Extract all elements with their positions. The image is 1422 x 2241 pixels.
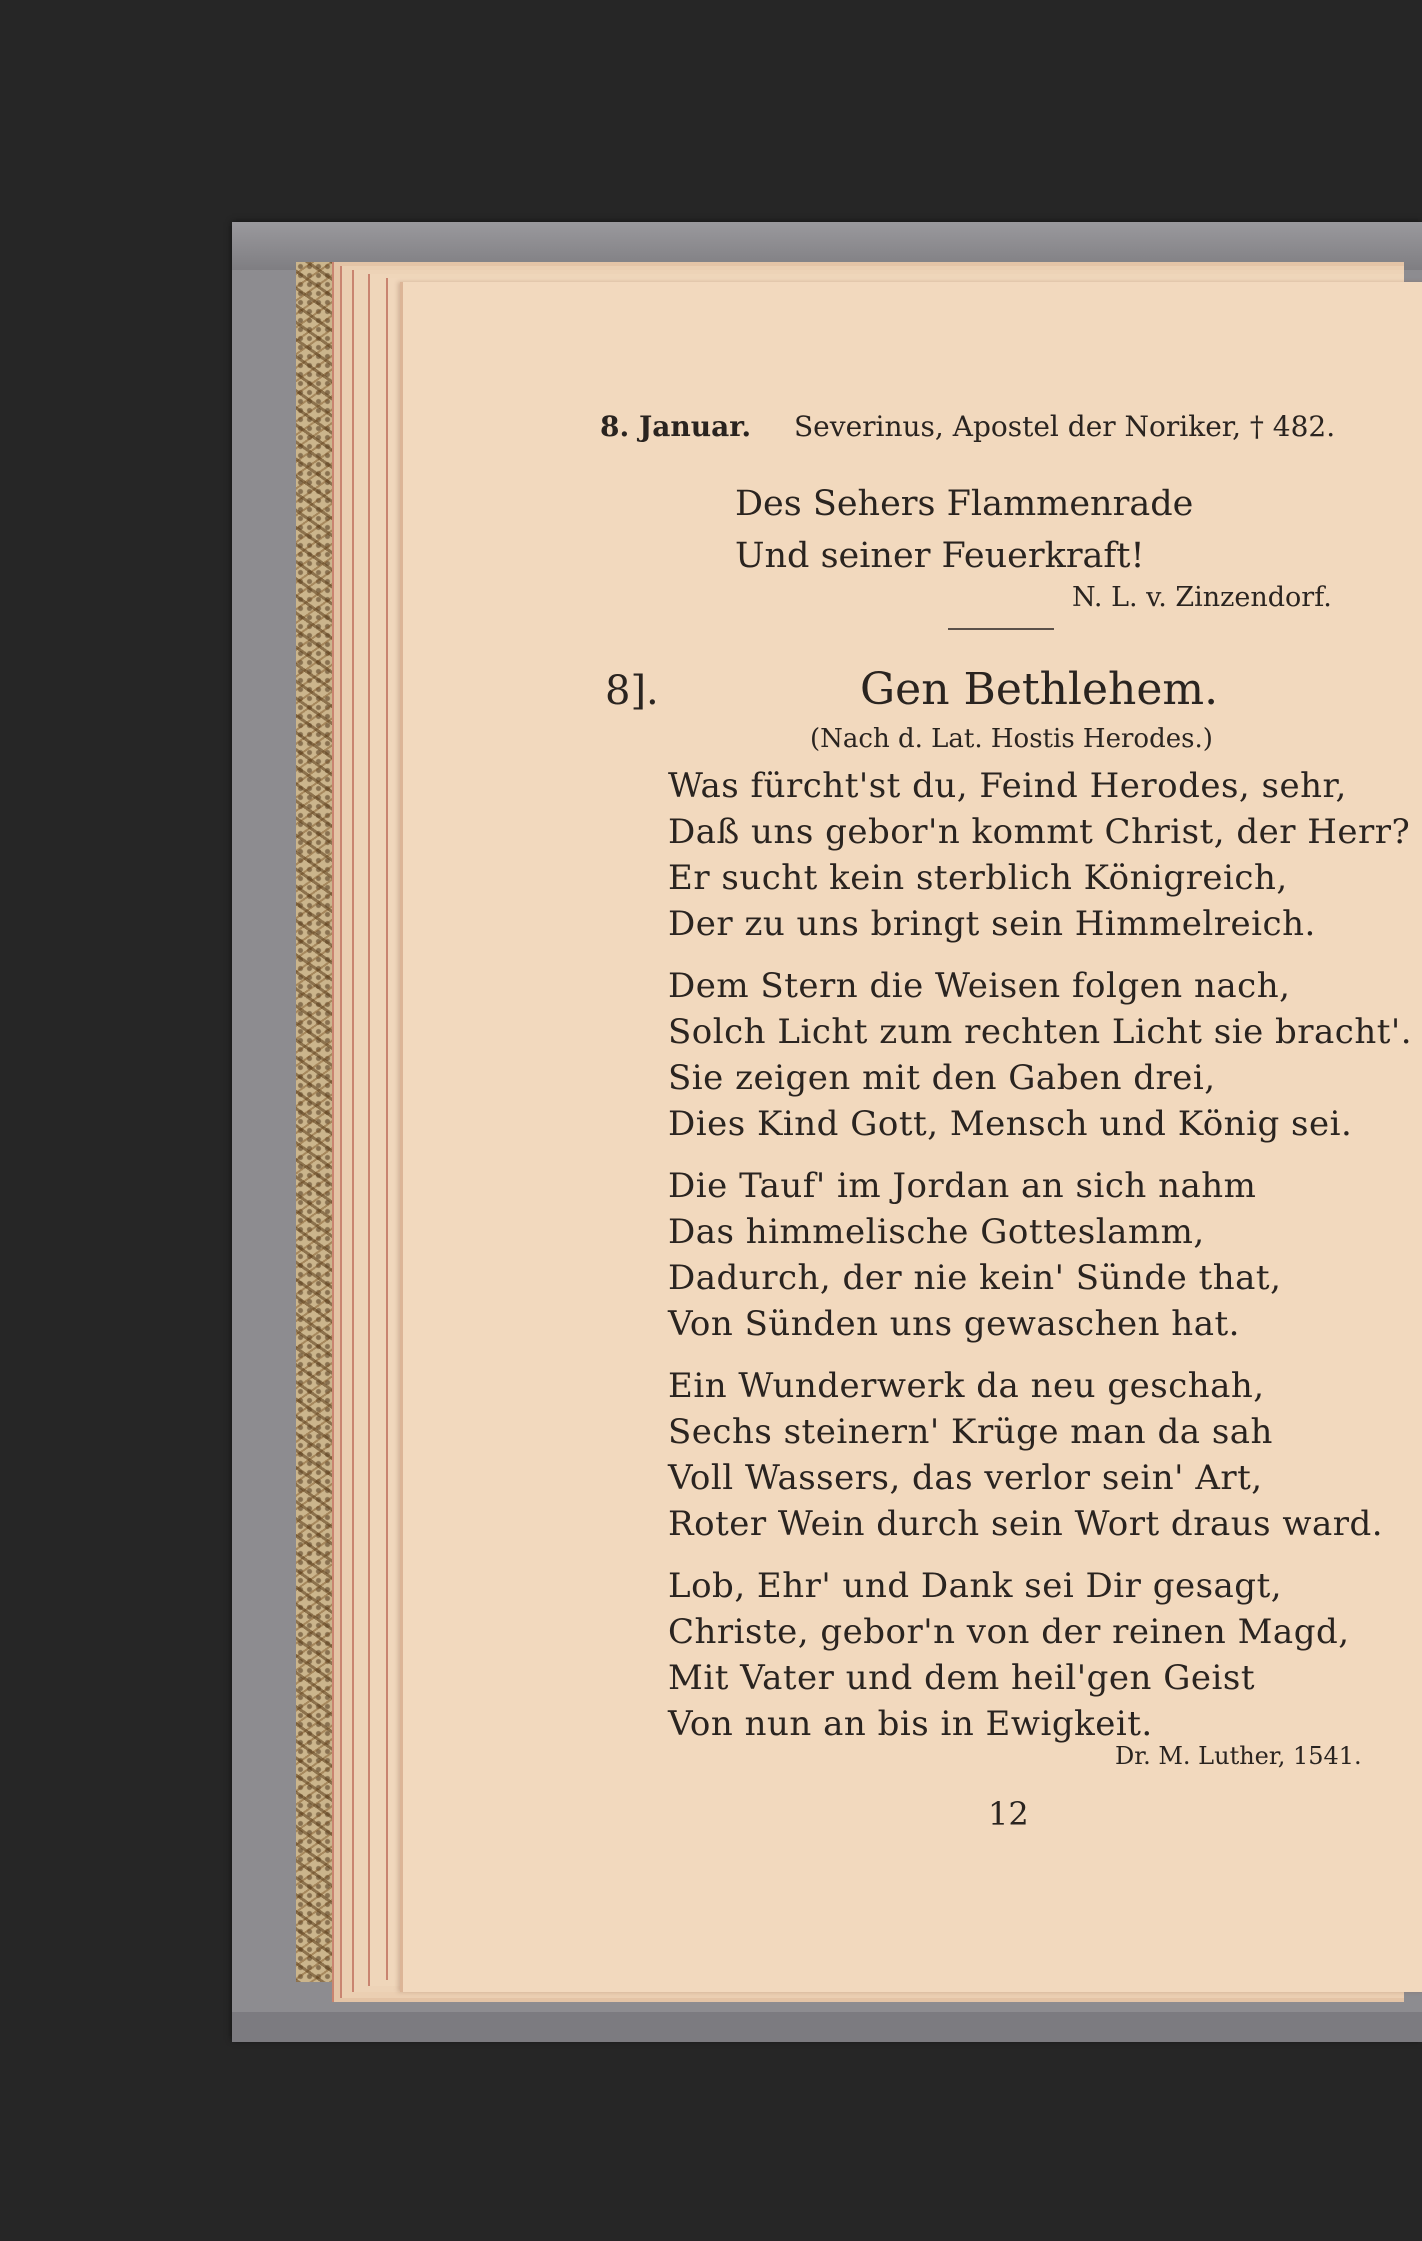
hymn-author: Dr. M. Luther, 1541. <box>1115 1742 1362 1770</box>
verse-line: Lob, Ehr' und Dank sei Dir gesagt, <box>668 1566 1283 1606</box>
separator-rule <box>948 628 1054 630</box>
verse-line: Dadurch, der nie kein' Sünde that, <box>668 1258 1282 1298</box>
epigraph-line: Und seiner Feuerkraft! <box>735 536 1145 576</box>
verse-line: Er sucht kein sterblich Königreich, <box>668 858 1288 898</box>
verse-line: Mit Vater und dem heil'gen Geist <box>668 1658 1255 1698</box>
page-number: 12 <box>988 1795 1029 1833</box>
verse-line: Sie zeigen mit den Gaben drei, <box>668 1058 1216 1098</box>
epigraph-author: N. L. v. Zinzendorf. <box>1072 582 1332 613</box>
verse-line: Solch Licht zum rechten Licht sie bracht'. <box>668 1012 1413 1052</box>
hymn-subtitle: (Nach d. Lat. Hostis Herodes.) <box>810 724 1213 754</box>
verse-line: Ein Wunderwerk da neu geschah, <box>668 1366 1265 1406</box>
book-cover-bottom-edge <box>232 2012 1422 2042</box>
verse-line: Dem Stern die Weisen folgen nach, <box>668 966 1291 1006</box>
verse-line: Die Tauf' im Jordan an sich nahm <box>668 1166 1257 1206</box>
verse-line: Das himmelische Gotteslamm, <box>668 1212 1205 1252</box>
verse-line: Christe, gebor'n von der reinen Magd, <box>668 1612 1350 1652</box>
marbled-endpaper <box>296 262 334 1982</box>
verse-line: Voll Wassers, das verlor sein' Art, <box>668 1458 1263 1498</box>
verse-line: Sechs steinern' Krüge man da sah <box>668 1412 1273 1452</box>
verse-line: Daß uns gebor'n kommt Christ, der Herr? <box>668 812 1411 852</box>
epigraph-line: Des Sehers Flammenrade <box>735 484 1194 524</box>
verse-line: Von Sünden uns gewaschen hat. <box>668 1304 1240 1344</box>
header-saint: Severinus, Apostel der Noriker, † 482. <box>794 410 1336 443</box>
verse-line: Der zu uns bringt sein Himmelreich. <box>668 904 1316 944</box>
verse-line: Von nun an bis in Ewigkeit. <box>668 1704 1153 1744</box>
verse-line: Roter Wein durch sein Wort draus ward. <box>668 1504 1384 1544</box>
header-date: 8. Januar. <box>600 410 752 443</box>
hymn-number: 8]. <box>605 668 659 714</box>
verse-line: Was fürcht'st du, Feind Herodes, sehr, <box>668 766 1347 806</box>
hymn-title: Gen Bethlehem. <box>860 664 1219 715</box>
verse-line: Dies Kind Gott, Mensch und König sei. <box>668 1104 1353 1144</box>
